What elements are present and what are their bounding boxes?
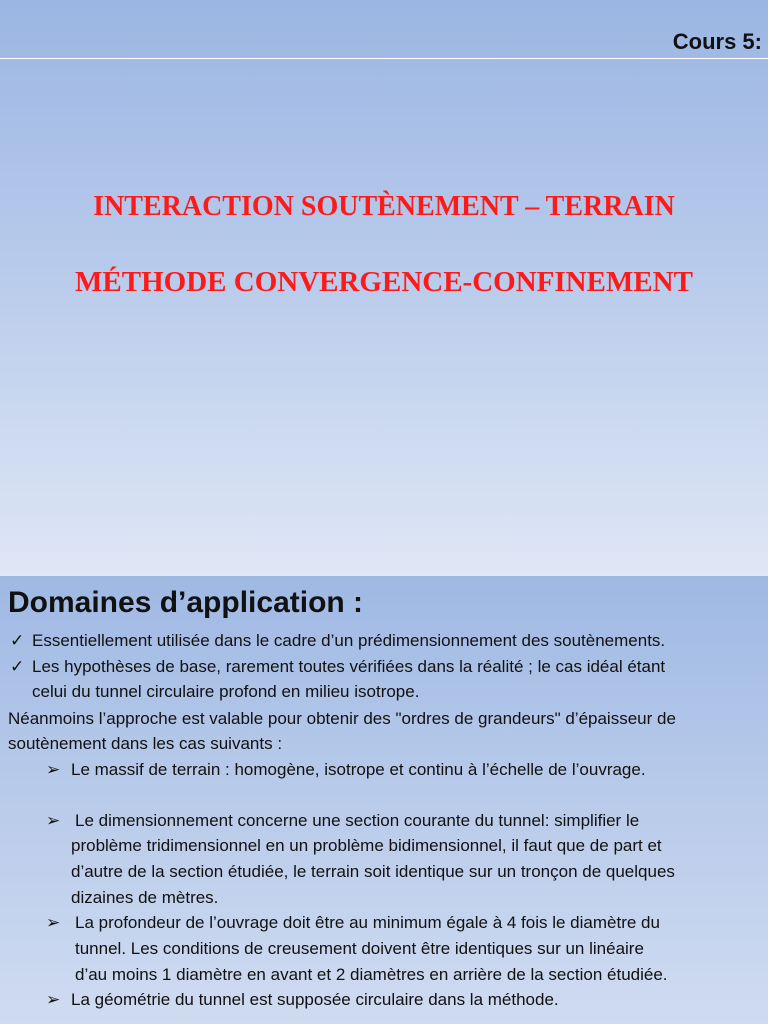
title-line-1: INTERACTION SOUTÈNEMENT – TERRAIN	[93, 191, 675, 222]
bullet-2-line-1: Le dimensionnement concerne une section courante du tunnel: simplifier le	[75, 811, 640, 830]
check-item-2-line-2: celui du tunnel circulaire profond en milieu isotrope.	[32, 682, 420, 701]
header-band	[0, 0, 768, 58]
check-item-2-line-1: Les hypothèses de base, rarement toutes vérifiées dans la réalité ; le cas idéal étant	[32, 657, 666, 676]
bullet-1: Le massif de terrain : homogène, isotrope et continu à l’échelle de l’ouvrage.	[71, 760, 646, 779]
check-icon: ✓	[10, 657, 25, 676]
bullet-2-line-3: d’autre de la section étudiée, le terrain soit identique sur un tronçon de quelques	[71, 862, 675, 881]
section-heading: Domaines d’application :	[8, 586, 364, 619]
bullet-3-line-3: d’au moins 1 diamètre en avant et 2 diamètres en arrière de la section étudiée.	[75, 965, 668, 984]
arrow-bullet-icon: ➢	[46, 760, 61, 779]
paragraph-line-1: Néanmoins l’approche est valable pour obtenir des "ordres de grandeurs" d’épaisseur de	[8, 709, 676, 728]
slide-domains	[0, 576, 768, 1024]
course-label: Cours 5:	[672, 29, 762, 54]
bullet-2-line-4: dizaines de mètres.	[71, 888, 219, 907]
check-icon: ✓	[10, 631, 25, 650]
check-item-1: Essentiellement utilisée dans le cadre d’un prédimensionnement des soutènements.	[32, 631, 666, 650]
paragraph-line-2: soutènement dans les cas suivants :	[8, 734, 283, 753]
header-divider	[0, 58, 768, 59]
arrow-bullet-icon: ➢	[46, 913, 61, 932]
bullet-2-line-2: problème tridimensionnel en un problème bidimensionnel, il faut que de part et	[71, 836, 662, 855]
arrow-bullet-icon: ➢	[46, 990, 61, 1009]
title-line-2: MÉTHODE CONVERGENCE-CONFINEMENT	[75, 266, 693, 298]
bullet-4: La géométrie du tunnel est supposée circulaire dans la méthode.	[71, 990, 559, 1009]
bullet-3-line-2: tunnel. Les conditions de creusement doivent être identiques sur un linéaire	[75, 939, 644, 958]
arrow-bullet-icon: ➢	[46, 811, 61, 830]
bullet-3-line-1: La profondeur de l’ouvrage doit être au minimum égale à 4 fois le diamètre du	[75, 913, 660, 932]
